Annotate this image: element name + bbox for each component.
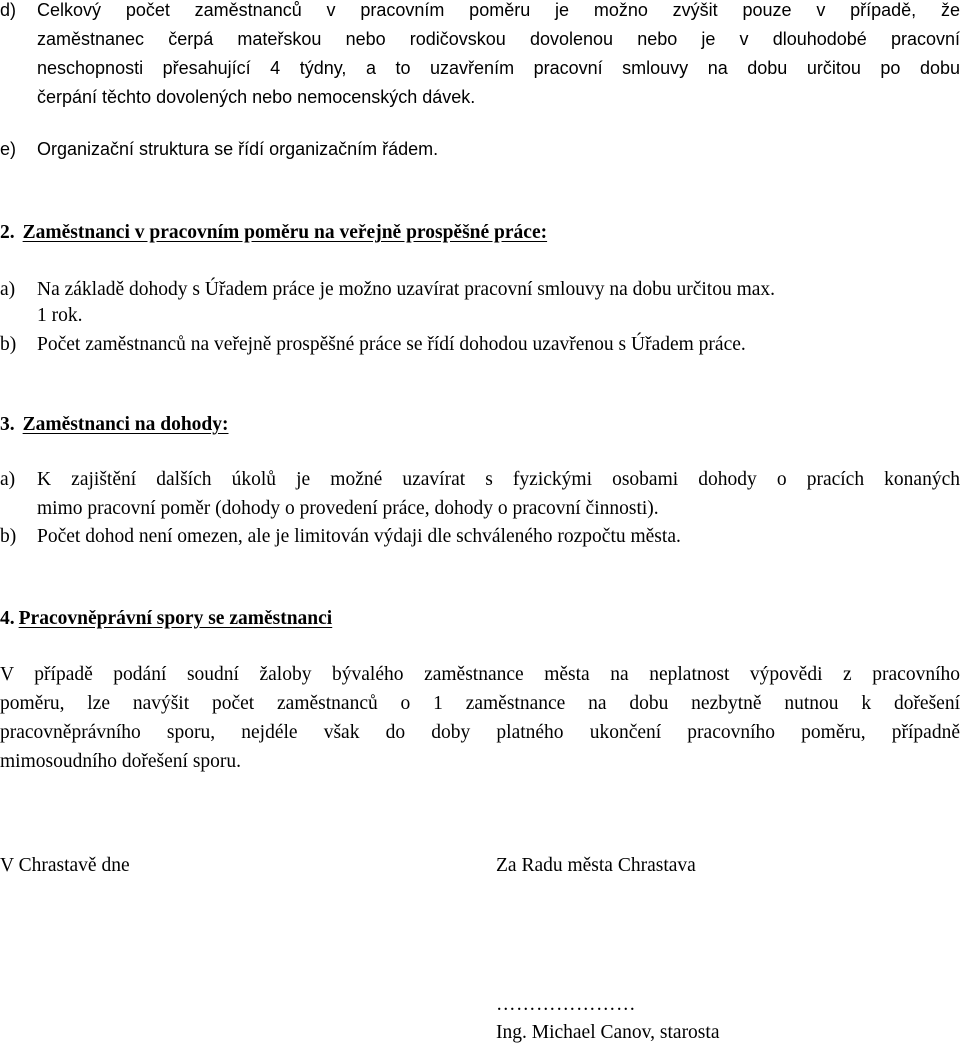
paragraph-line: 1 rok.: [37, 305, 83, 326]
place-date-label: V Chrastavě dne: [0, 855, 130, 876]
paragraph-line: zaměstnanec čerpá mateřskou nebo rodičovskou dovolenou nebo je v dlouhodobé pracovní: [37, 29, 960, 49]
paragraph-line: Na základě dohody s Úřadem práce je možno uzavírat pracovní smlouvy na dobu určitou max.: [37, 279, 776, 300]
paragraph-line: pracovněprávního sporu, nejdéle však do doby platného ukončení pracovního poměru, případně: [0, 722, 960, 743]
section-title: Pracovněprávní spory se zaměstnanci: [18, 608, 333, 629]
paragraph-line: poměru, lze navýšit počet zaměstnanců o 1 zaměstnance na dobu nezbytně nutnou k dořešení: [0, 693, 960, 714]
list-item-b: [0, 522, 960, 551]
section-title: Zaměstnanci na dohody:: [22, 414, 229, 435]
paragraph-line: mimo pracovní poměr (dohody o provedení práce, dohody o pracovní činnosti).: [37, 498, 659, 519]
list-marker: a): [0, 469, 16, 490]
paragraph-line: K zajištění dalších úkolů je možné uzavírat s fyzickými osobami dohody o pracích konaných: [37, 469, 960, 490]
paragraph-line: Počet zaměstnanců na veřejně prospěšné práce se řídí dohodou uzavřenou s Úřadem práce.: [37, 334, 746, 355]
list-marker: a): [0, 279, 16, 300]
section-4-paragraph: [0, 660, 960, 776]
section-title: Zaměstnanci v pracovním poměru na veřejně prospěšné práce:: [22, 222, 548, 243]
paragraph-line: V případě podání soudní žaloby bývalého zaměstnance města na neplatnost výpovědi z pracovního: [0, 664, 960, 685]
section-number: 3.: [0, 414, 15, 435]
paragraph-line: mimosoudního dořešení sporu.: [0, 751, 242, 772]
section-heading-2: [0, 218, 547, 247]
section-number: 4.: [0, 608, 15, 629]
signature-line: …………………: [496, 994, 636, 1015]
list-item-d: [0, 0, 960, 112]
list-item-a: [0, 465, 960, 523]
section-heading-4: [0, 604, 332, 633]
paragraph-line: neschopnosti přesahující 4 týdny, a to uzavřením pracovní smlouvy na dobu určitou po dobu: [37, 58, 960, 78]
paragraph-line: Celkový počet zaměstnanců v pracovním poměru je možno zvýšit pouze v případě, že: [37, 0, 960, 20]
list-item-b: [0, 330, 960, 359]
list-item-a: [0, 275, 960, 328]
paragraph-line: Organizační struktura se řídí organizačním řádem.: [37, 139, 439, 159]
list-marker: b): [0, 526, 17, 547]
on-behalf-label: Za Radu města Chrastava: [496, 855, 696, 876]
list-marker: d): [0, 0, 17, 20]
signatory-name: Ing. Michael Canov, starosta: [496, 1022, 720, 1043]
paragraph-line: čerpání těchto dovolených nebo nemocenských dávek.: [37, 87, 476, 107]
list-item-e: [0, 135, 960, 164]
section-heading-3: [0, 410, 229, 439]
paragraph-line: Počet dohod není omezen, ale je limitován výdaji dle schváleného rozpočtu města.: [37, 526, 681, 547]
list-marker: b): [0, 334, 17, 355]
list-marker: e): [0, 139, 17, 159]
section-number: 2.: [0, 222, 15, 243]
